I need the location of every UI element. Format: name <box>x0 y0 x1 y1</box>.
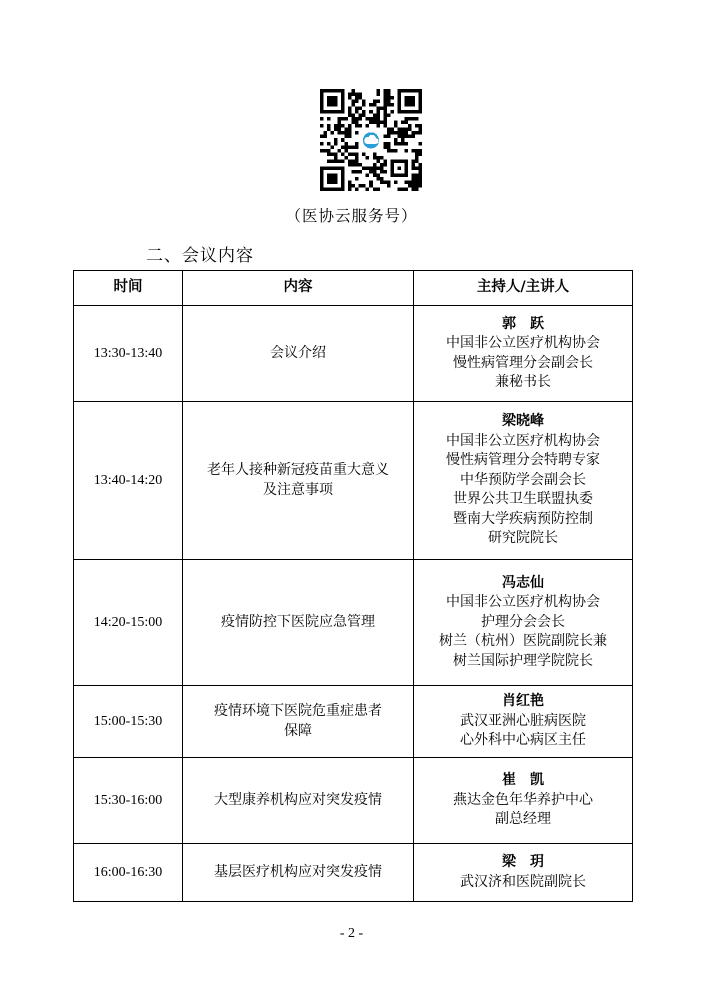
speaker-title: 副总经理 <box>495 811 551 828</box>
table-row <box>74 844 633 902</box>
time-cell: 15:30-16:00 <box>74 758 183 844</box>
speaker-title: 中国非公立医疗机构协会 <box>446 335 600 351</box>
speaker-title: 慢性病管理分会特聘专家 <box>446 452 600 469</box>
speaker-title: 中华预防学会副会长 <box>460 471 586 488</box>
speaker-title: 燕达金色年华养护中心 <box>453 791 593 808</box>
speaker-title: 中国非公立医疗机构协会 <box>446 594 600 611</box>
speaker-name: 梁晓峰 <box>502 413 544 430</box>
topic-line: 及注意事项 <box>263 481 333 498</box>
speaker-title: 心外科中心病区主任 <box>460 732 586 749</box>
topic-line: 老年人接种新冠疫苗重大意义 <box>207 462 389 478</box>
section-heading: 二、会议内容 <box>146 246 254 266</box>
table-row <box>74 306 633 402</box>
speaker-title: 慢性病管理分会副会长 <box>453 354 593 371</box>
time-cell: 16:00-16:30 <box>74 844 183 902</box>
topic-line: 疫情环境下医院危重症患者 <box>214 703 382 719</box>
speaker-name: 肖红艳 <box>502 693 544 710</box>
topic-line: 基层医疗机构应对突发疫情 <box>214 863 382 880</box>
time-cell: 14:20-15:00 <box>74 560 183 686</box>
speaker-title: 护理分会会长 <box>481 613 565 630</box>
topic-cell <box>183 686 414 758</box>
topic-cell <box>183 306 414 402</box>
speaker-cell <box>414 560 633 686</box>
table-header-row <box>74 271 633 306</box>
topic-cell <box>183 560 414 686</box>
qr-code-image <box>320 89 422 191</box>
topic-line: 疫情防控下医院应急管理 <box>221 613 375 630</box>
speaker-title: 研究院院长 <box>488 530 558 547</box>
speaker-title: 树兰（杭州）医院副院长兼 <box>439 633 607 650</box>
speaker-name: 冯志仙 <box>502 574 544 591</box>
topic-line: 保障 <box>284 722 312 739</box>
speaker-title: 暨南大学疾病预防控制 <box>453 510 593 527</box>
speaker-cell <box>414 306 633 402</box>
speaker-cell <box>414 402 633 560</box>
topic-cell <box>183 844 414 902</box>
time-cell: 13:40-14:20 <box>74 402 183 560</box>
time-cell: 13:30-13:40 <box>74 306 183 402</box>
speaker-title: 树兰国际护理学院院长 <box>453 652 593 669</box>
time-cell: 15:00-15:30 <box>74 686 183 758</box>
speaker-cell <box>414 686 633 758</box>
cloud-logo-icon <box>360 129 381 150</box>
table-row <box>74 686 633 758</box>
speaker-cell <box>414 844 633 902</box>
speaker-name: 崔 凯 <box>502 772 544 789</box>
table-row <box>74 758 633 844</box>
topic-line: 大型康养机构应对突发疫情 <box>214 791 382 808</box>
agenda-table <box>73 270 633 902</box>
speaker-title: 世界公共卫生联盟执委 <box>453 491 593 508</box>
header-content: 内容 <box>183 271 414 306</box>
speaker-title: 中国非公立医疗机构协会 <box>446 432 600 449</box>
speaker-title: 兼秘书长 <box>495 374 551 390</box>
qr-caption: （医协云服务号） <box>285 207 418 225</box>
table-row <box>74 560 633 686</box>
header-time: 时间 <box>74 271 183 306</box>
topic-line: 会议介绍 <box>270 344 326 361</box>
speaker-title: 武汉亚洲心脏病医院 <box>460 712 586 729</box>
topic-cell <box>183 758 414 844</box>
page-number: - 2 - <box>339 926 364 941</box>
speaker-name: 郭 跃 <box>502 315 544 332</box>
speaker-cell <box>414 758 633 844</box>
speaker-title: 武汉济和医院副院长 <box>460 873 586 890</box>
header-speaker: 主持人/主讲人 <box>414 271 633 306</box>
topic-cell <box>183 402 414 560</box>
table-row <box>74 402 633 560</box>
speaker-name: 梁 玥 <box>502 854 544 870</box>
